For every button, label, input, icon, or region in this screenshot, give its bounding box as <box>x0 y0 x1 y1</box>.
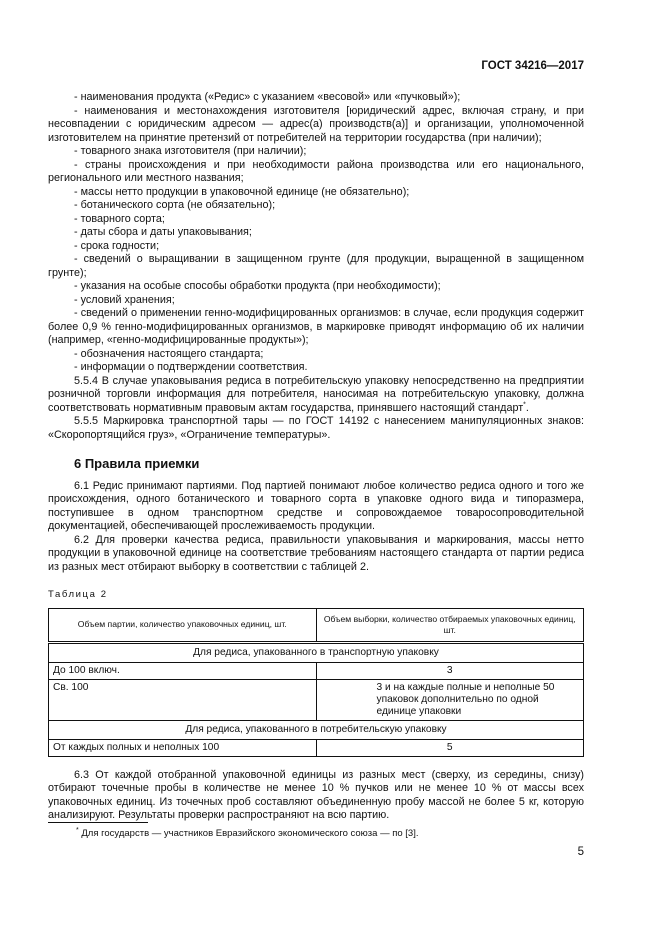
table-row <box>49 662 584 679</box>
list-item: - информации о подтверждении соответствия. <box>74 361 308 373</box>
paragraph-5-5-4-text: 5.5.4 В случае упаковывания редиса в потребительскую упаковку непосредственно на предприятии розничной торговли информация для потребителя, наносимая на потребительскую упаковку, должна соответствовать нормативным правовым актам государства, принявшего настоящий стандарт <box>48 374 584 414</box>
paragraph-5-5-5: 5.5.5 Маркировка транспортной тары — по ГОСТ 14192 с нанесением манипуляционных знаков: «Скоропортящийся груз», «Ограничение температуры». <box>48 415 584 441</box>
table-header-row <box>49 608 584 642</box>
list-item: - страны происхождения и при необходимости района производства или его национального, регионального или местного названия; <box>48 158 584 184</box>
page-content <box>48 91 584 823</box>
paragraph-6-1: 6.1 Редис принимают партиями. Под партией понимают любое количество редиса одного и того же происхождения, одного ботанического и товарного сорта в упаковке одного вида и типоразмера, поступившее в одном транспортном средстве и сопровождаемое товаросопроводительной документацией, обеспечивающей прослеживаемость продукции. <box>48 479 584 532</box>
page-number: 5 <box>577 846 584 858</box>
paragraph-5-5-4 <box>48 375 584 416</box>
list-item: - товарного сорта; <box>74 212 165 225</box>
list-item: - указания на особые способы обработки продукта (при необходимости); <box>74 280 441 292</box>
list-item: - сведений о выращивании в защищенном грунте (для продукции, выращенной в защищенном грунте); <box>48 253 584 279</box>
table-row <box>49 679 584 720</box>
list-item: - товарного знака изготовителя (при наличии); <box>74 145 307 157</box>
list-item: - срока годности; <box>74 239 160 252</box>
section-title: 6 Правила приемки <box>74 456 200 471</box>
footnote-divider <box>48 822 148 823</box>
list-item: - условий хранения; <box>74 293 175 306</box>
cell-sample: 5 <box>316 739 584 756</box>
footnote <box>76 828 418 839</box>
cell-lot: Св. 100 <box>49 679 317 720</box>
list-item: - ботанического сорта (не обязательно); <box>74 199 276 211</box>
list-item: - обозначения настоящего стандарта; <box>74 347 264 360</box>
sampling-table <box>48 608 584 757</box>
cell-lot: От каждых полных и неполных 100 <box>49 739 317 756</box>
paragraph-6-3: 6.3 От каждой отобранной упаковочной единицы из разных мест (сверху, из середины, снизу) отбирают точечные пробы в количестве не менее 10 % пучков или не менее 10 % от массы всех упаковочных единиц. Из точечных проб составляют объединенную пробу массой не более 5 кг, которую анализируют. Результаты проверки распространяют на всю партию. <box>48 768 584 821</box>
table-caption: Таблица 2 <box>48 589 108 600</box>
cell-sample: 3 <box>316 662 584 679</box>
table-group-row <box>49 720 584 739</box>
cell-sample: 3 и на каждые полные и неполные 50 упаковок дополнительно по одной единице упаковки <box>316 679 584 720</box>
table-group-row <box>49 642 584 662</box>
list-item: - массы нетто продукции в упаковочной единице (не обязательно); <box>74 185 410 198</box>
table-row <box>49 739 584 756</box>
list-item: - даты сбора и даты упаковывания; <box>74 226 252 238</box>
list-item: - сведений о применении генно-модифицированных организмов: в случае, если продукция содержит более 0,9 % генно-модифицированных организмов, в маркировке приводят информацию об их наличии (например, «генно-модифицированные продукты»); <box>48 307 584 346</box>
footnote-text: Для государств — участников Евразийского экономического союза — по [3]. <box>81 828 419 839</box>
document-code: ГОСТ 34216—2017 <box>481 60 584 72</box>
paragraph-6-2: 6.2 Для проверки качества редиса, правильности упаковывания и маркирования, массы нетто продукции в упаковочной единице на соответствие требованиям настоящего стандарта от партии редиса из разных мест отбирают выборку в соответствии с таблицей 2. <box>48 533 584 573</box>
group-consumer: Для редиса, упакованного в потребительскую упаковку <box>49 720 584 739</box>
paragraph-5-5-4-period: . <box>525 401 529 414</box>
col-header-sample: Объем выборки, количество отбираемых упаковочных единиц, шт. <box>316 608 584 642</box>
list-item: - наименования продукта («Редис» с указанием «весовой» или «пучковый»); <box>74 91 461 103</box>
footnote-mark: * <box>523 400 526 408</box>
list-item: - наименования и местонахождения изготовителя [юридический адрес, включая страну, и при несовпадении с юридическим адресом — адрес(а) производств(а)] и организации, уполномоченной изготовителем на принятие претензий от потребителей на территории государства (при наличии); <box>48 104 584 144</box>
cell-lot: До 100 включ. <box>49 662 317 679</box>
group-transport: Для редиса, упакованного в транспортную упаковку <box>49 642 584 662</box>
footnote-marker: * <box>76 826 79 834</box>
col-header-lot: Объем партии, количество упаковочных единиц, шт. <box>49 608 317 642</box>
